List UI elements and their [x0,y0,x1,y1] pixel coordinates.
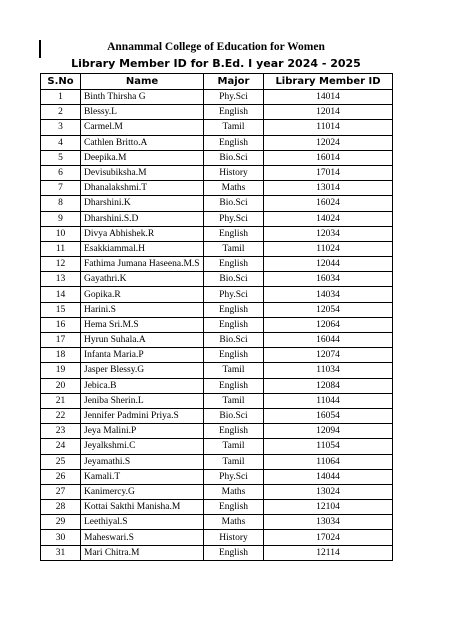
cell-major: English [204,105,264,120]
cell-major: Tamil [204,454,264,469]
cell-sno: 17 [41,333,81,348]
cell-major: Bio.Sci [204,408,264,423]
table-row [41,424,393,439]
cell-sno: 9 [41,211,81,226]
cell-member-id: 12024 [264,135,393,150]
cell-major: English [204,226,264,241]
cell-name: Jennifer Padmini Priya.S [81,408,204,423]
cell-major: Bio.Sci [204,196,264,211]
cell-major: Phy.Sci [204,211,264,226]
cell-name: Kanimercy.G [81,484,204,499]
cell-sno: 24 [41,439,81,454]
table-row [41,515,393,530]
member-id-table [40,73,393,561]
cell-name: Cathlen Britto.A [81,135,204,150]
cell-major: Tamil [204,120,264,135]
cell-name: Jeniba Sherin.L [81,393,204,408]
cell-sno: 1 [41,90,81,105]
cell-name: Carmel.M [81,120,204,135]
cell-major: Bio.Sci [204,333,264,348]
cell-name: Harini.S [81,302,204,317]
cell-sno: 4 [41,135,81,150]
table-row [41,211,393,226]
cell-major: Phy.Sci [204,90,264,105]
cell-name: Mari Chitra.M [81,545,204,560]
cell-major: English [204,378,264,393]
cell-sno: 13 [41,272,81,287]
cell-member-id: 11024 [264,241,393,256]
cell-name: Gayathri.K [81,272,204,287]
header-name: Name [81,74,204,90]
cell-major: History [204,530,264,545]
cell-member-id: 14014 [264,90,393,105]
cell-member-id: 17024 [264,530,393,545]
table-row [41,545,393,560]
cell-sno: 20 [41,378,81,393]
cell-name: Hema Sri.M.S [81,317,204,332]
cell-major: Phy.Sci [204,469,264,484]
cell-member-id: 11044 [264,393,393,408]
cell-name: Jeya Malini.P [81,424,204,439]
cell-major: Tamil [204,393,264,408]
cell-major: History [204,165,264,180]
table-row [41,226,393,241]
cell-sno: 27 [41,484,81,499]
cell-member-id: 12074 [264,348,393,363]
cell-sno: 30 [41,530,81,545]
cell-major: English [204,257,264,272]
cell-name: Binth Thirsha G [81,90,204,105]
table-row [41,257,393,272]
cell-member-id: 17014 [264,165,393,180]
table-row [41,484,393,499]
table-row [41,408,393,423]
table-row [41,454,393,469]
table-row [41,196,393,211]
cell-member-id: 14034 [264,287,393,302]
cell-name: Hyrun Suhala.A [81,333,204,348]
header-sno: S.No [41,74,81,90]
cell-name: Deepika.M [81,150,204,165]
table-body [41,90,393,561]
cell-name: Dharshini.K [81,196,204,211]
cell-sno: 23 [41,424,81,439]
cell-member-id: 12094 [264,424,393,439]
cell-member-id: 16014 [264,150,393,165]
cell-name: Infanta Maria.P [81,348,204,363]
cell-sno: 10 [41,226,81,241]
cell-sno: 3 [41,120,81,135]
cell-name: Fathima Jumana Haseena.M.S [81,257,204,272]
table-row [41,378,393,393]
cell-member-id: 12114 [264,545,393,560]
cell-sno: 18 [41,348,81,363]
cell-member-id: 16034 [264,272,393,287]
cell-sno: 28 [41,500,81,515]
cell-sno: 26 [41,469,81,484]
cell-member-id: 12034 [264,226,393,241]
cell-major: English [204,317,264,332]
table-row [41,272,393,287]
cell-name: Jebica.B [81,378,204,393]
cell-major: English [204,348,264,363]
cell-major: English [204,545,264,560]
cell-member-id: 12044 [264,257,393,272]
cell-sno: 5 [41,150,81,165]
cell-member-id: 11054 [264,439,393,454]
cell-sno: 19 [41,363,81,378]
cell-member-id: 16044 [264,333,393,348]
cell-sno: 2 [41,105,81,120]
table-row [41,135,393,150]
cell-major: Tamil [204,363,264,378]
cell-member-id: 11014 [264,120,393,135]
cell-major: Tamil [204,439,264,454]
cell-sno: 14 [41,287,81,302]
cell-name: Dharshini.S.D [81,211,204,226]
table-row [41,393,393,408]
table-row [41,241,393,256]
cell-member-id: 16024 [264,196,393,211]
table-row [41,287,393,302]
cell-member-id: 11064 [264,454,393,469]
cell-major: Maths [204,515,264,530]
table-row [41,530,393,545]
cell-member-id: 12054 [264,302,393,317]
cell-sno: 21 [41,393,81,408]
cell-name: Devisubiksha.M [81,165,204,180]
cell-member-id: 14044 [264,469,393,484]
cell-sno: 31 [41,545,81,560]
table-row [41,363,393,378]
cell-sno: 11 [41,241,81,256]
cell-name: Esakkiammal.H [81,241,204,256]
table-row [41,150,393,165]
cell-name: Divya Abhishek.R [81,226,204,241]
cell-sno: 6 [41,165,81,180]
cell-name: Leethiyal.S [81,515,204,530]
header-member-id: Library Member ID [264,74,393,90]
cell-name: Maheswari.S [81,530,204,545]
cell-member-id: 16054 [264,408,393,423]
cell-member-id: 12084 [264,378,393,393]
table-header-row [41,74,393,90]
cell-member-id: 13014 [264,181,393,196]
table-row [41,302,393,317]
table-row [41,317,393,332]
page-title: Library Member ID for B.Ed. I year 2024 - 2025 [71,57,361,70]
cell-sno: 25 [41,454,81,469]
cell-major: Phy.Sci [204,287,264,302]
cell-name: Kottai Sakthi Manisha.M [81,500,204,515]
cell-sno: 15 [41,302,81,317]
cell-name: Kamali.T [81,469,204,484]
table-row [41,348,393,363]
table-row [41,181,393,196]
cell-member-id: 11034 [264,363,393,378]
table-row [41,439,393,454]
cell-name: Jeyalkshmi.C [81,439,204,454]
table-row [41,165,393,180]
cell-sno: 8 [41,196,81,211]
cell-member-id: 14024 [264,211,393,226]
cell-major: Maths [204,484,264,499]
cell-major: Tamil [204,241,264,256]
cell-sno: 16 [41,317,81,332]
cell-member-id: 13024 [264,484,393,499]
cell-member-id: 13034 [264,515,393,530]
cell-name: Dhanalakshmi.T [81,181,204,196]
cell-sno: 29 [41,515,81,530]
table-row [41,90,393,105]
cell-member-id: 12014 [264,105,393,120]
cell-sno: 22 [41,408,81,423]
cell-name: Blessy.L [81,105,204,120]
table-row [41,120,393,135]
cell-name: Jasper Blessy.G [81,363,204,378]
cell-major: English [204,424,264,439]
cell-member-id: 12104 [264,500,393,515]
cell-name: Jeyamathi.S [81,454,204,469]
table-row [41,105,393,120]
cell-member-id: 12064 [264,317,393,332]
cell-major: Bio.Sci [204,272,264,287]
header-major: Major [204,74,264,90]
cell-sno: 12 [41,257,81,272]
college-title: Annammal College of Education for Women [107,41,325,53]
cell-major: Maths [204,181,264,196]
cell-major: English [204,500,264,515]
cell-major: English [204,135,264,150]
table-row [41,500,393,515]
cell-sno: 7 [41,181,81,196]
table-row [41,469,393,484]
table-row [41,333,393,348]
cell-major: Bio.Sci [204,150,264,165]
cell-name: Gopika.R [81,287,204,302]
cell-major: English [204,302,264,317]
